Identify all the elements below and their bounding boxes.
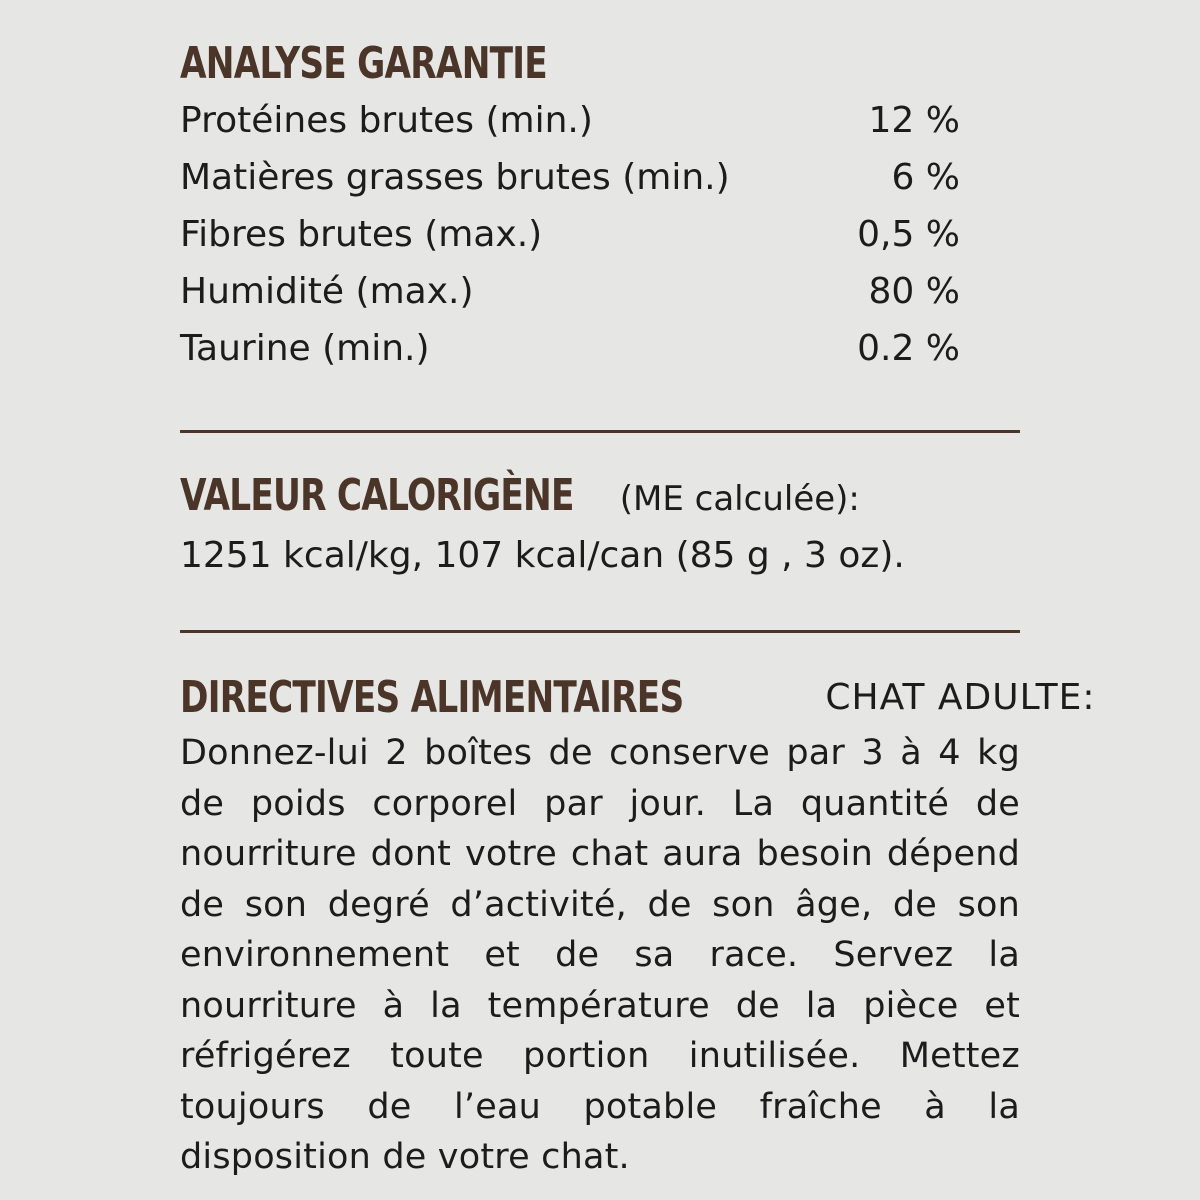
guaranteed-analysis-section <box>180 36 1020 377</box>
calorie-title: VALEUR CALORIGÈNE <box>180 470 574 521</box>
analysis-label: Matières grasses brutes (min.) <box>180 157 730 198</box>
calorie-value: 1251 kcal/kg, 107 kcal/can (85 g , 3 oz). <box>180 535 905 576</box>
analysis-value: 6 % <box>891 157 960 198</box>
analysis-label: Humidité (max.) <box>180 271 474 312</box>
analysis-value: 0.2 % <box>857 328 960 369</box>
feeding-directives-text: Donnez-lui 2 boîtes de conserve par 3 à 4 kg de poids corporel par jour. La quantité de nourriture dont votre chat aura besoin dépend de son degré d’activité, de son âge, de son environnement et de sa race. Servez la nourriture à la température de la pièce et réfrigérez toute portion inutilisée. Mettez toujours de l’eau potable fraîche à la disposition de votre chat. <box>180 733 1020 1177</box>
guaranteed-analysis-title: ANALYSE GARANTIE <box>180 38 547 89</box>
analysis-row-taurine <box>180 320 960 377</box>
section-divider <box>180 630 1020 633</box>
analysis-label: Protéines brutes (min.) <box>180 100 593 141</box>
analysis-row-fiber <box>180 206 960 263</box>
calorie-subtitle: (ME calculée): <box>619 479 860 519</box>
section-divider <box>180 430 1020 433</box>
analysis-table <box>180 92 1020 377</box>
feeding-directives-subtitle: CHAT ADULTE: <box>825 677 1096 718</box>
analysis-label: Fibres brutes (max.) <box>180 214 543 255</box>
analysis-label: Taurine (min.) <box>180 328 430 369</box>
analysis-row-fat <box>180 149 960 206</box>
analysis-row-moisture <box>180 263 960 320</box>
calorie-section <box>180 466 1020 586</box>
analysis-value: 0,5 % <box>857 214 960 255</box>
analysis-row-protein <box>180 92 960 149</box>
analysis-value: 12 % <box>868 100 960 141</box>
feeding-directives-section <box>180 668 1096 1183</box>
nutrition-label <box>180 36 1096 1177</box>
analysis-value: 80 % <box>868 271 960 312</box>
feeding-directives-title: DIRECTIVES ALIMENTAIRES <box>180 672 684 723</box>
